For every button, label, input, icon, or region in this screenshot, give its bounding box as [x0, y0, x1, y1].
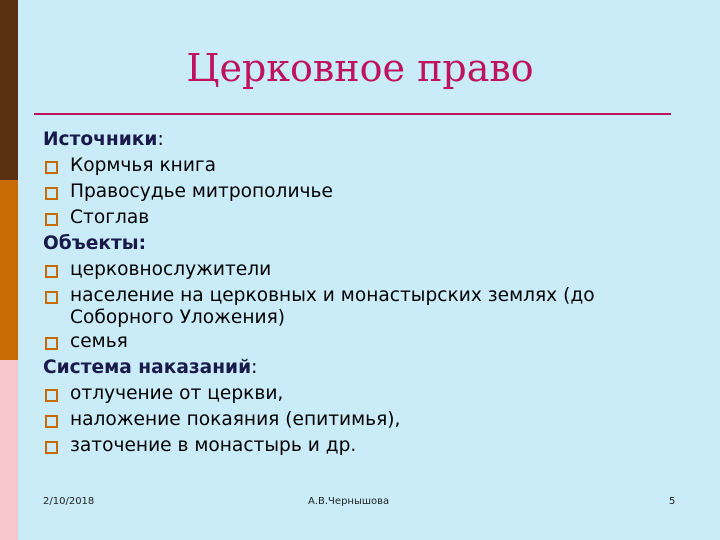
bullet-square-icon	[45, 265, 58, 278]
list-item: население на церковных и монастырских землях (до Соборного Уложения)	[43, 283, 693, 329]
side-bar-middle	[0, 180, 18, 360]
footer-author: А.В.Чернышова	[308, 496, 390, 507]
section-heading-punishments: Система наказаний:	[43, 357, 258, 378]
slide-title: Церковное право	[186, 46, 534, 90]
section-heading-sources: Источники:	[43, 129, 164, 150]
bullet-square-icon	[45, 187, 58, 200]
list-item: заточение в монастырь и др.	[43, 433, 693, 459]
list-item: наложение покаяния (епитимья),	[43, 407, 693, 433]
list-item: Кормчья книга	[43, 153, 693, 179]
bullet-square-icon	[45, 389, 58, 402]
section-heading-objects: Объекты:	[43, 233, 147, 254]
bullet-square-icon	[45, 161, 58, 174]
slide-body	[43, 127, 693, 459]
list-item: семья	[43, 329, 693, 355]
side-bar-bottom	[0, 360, 18, 540]
side-bar-top	[0, 0, 18, 180]
bullet-square-icon	[45, 337, 58, 350]
title-divider	[34, 113, 671, 115]
bullet-square-icon	[45, 441, 58, 454]
list-item: Стоглав	[43, 205, 693, 231]
list-item: Правосудье митрополичье	[43, 179, 693, 205]
bullet-square-icon	[45, 213, 58, 226]
footer-date: 2/10/2018	[43, 496, 95, 507]
list-item: церковнослужители	[43, 257, 693, 283]
footer-page-number: 5	[669, 496, 676, 507]
bullet-square-icon	[45, 415, 58, 428]
list-item: отлучение от церкви,	[43, 381, 693, 407]
bullet-square-icon	[45, 291, 58, 304]
